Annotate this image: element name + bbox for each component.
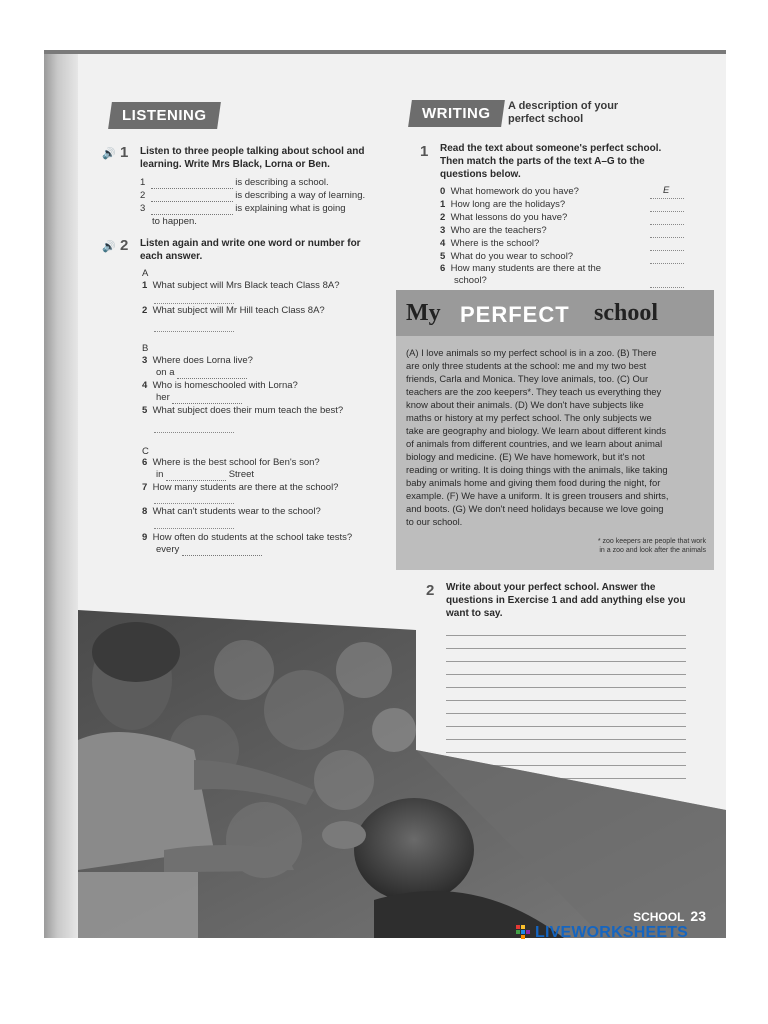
answer-blank[interactable] [166,471,226,481]
text-box-title [396,290,714,336]
listening-q4: 4 Who is homeschooled with Lorna? [142,380,298,391]
listening-ex1-number: 1 [120,144,129,161]
listening-ex1-item-1: 1 is describing a school. [140,177,329,188]
answer-line[interactable] [154,302,234,304]
answer-line[interactable] [650,210,684,212]
answer-blank[interactable] [182,546,262,556]
listening-header: LISTENING [108,102,220,129]
footer-section: SCHOOL [633,910,685,924]
listening-ex1-item-3-cont: to happen. [152,216,197,227]
writing-q3: 3 Who are the teachers? [440,225,547,236]
title-perfect: PERFECT [460,302,570,327]
listening-ex2-instruction: Listen again and write one word or number for each answer. [140,238,361,262]
writing-q1: 1 How long are the holidays? [440,199,566,210]
answer-line[interactable] [650,262,684,264]
listening-q6-answer: in Street [156,469,255,480]
listening-q3-answer: on a [156,367,247,379]
listening-ex1-item-2: 2 is describing a way of learning. [140,190,366,201]
listening-q5: 5 What subject does their mum teach the best? [142,405,344,416]
writing-q5: 5 What do you wear to school? [440,251,574,262]
answer-blank[interactable] [151,205,233,215]
writing-ex1-number: 1 [420,143,429,160]
listening-q7: 7 How many students are there at the school? [142,482,339,493]
listening-q1: 1 What subject will Mrs Black teach Class 8A? [142,280,340,291]
photo-woman-feeding-bonobo [44,610,726,938]
answer-line[interactable] [154,502,234,504]
listening-q6: 6 Where is the best school for Ben's son? [142,457,320,468]
text-box-footnote: * zoo keepers are people that work in a zoo and look after the animals [597,538,706,554]
audio-icon: 🔊 [102,241,116,253]
answer-blank[interactable] [151,179,233,189]
writing-q6-cont: school? [454,275,487,286]
liveworksheets-logo-icon [516,925,532,939]
perfect-school-text-box [396,290,714,570]
page-number: 23 [690,908,706,924]
section-label-c: C [142,446,149,457]
writing-header: WRITING [408,100,504,127]
listening-q8: 8 What can't students wear to the school? [142,506,321,517]
audio-icon: 🔊 [102,148,116,160]
top-edge [44,50,726,54]
answer-line[interactable] [650,223,684,225]
watermark-text: LIVEWORKSHEETS [535,924,689,941]
text-box-paragraph: (A) I love animals so my perfect school is in a zoo. (B) There are only three students at the school: me and my two best friends, Carla and Monica. They love animals, too. (C) Our teachers are the zoo keepers*. They teach us everything they know about their animals. (D) We don't have subjects like maths or history at my perfect school. The only subjects we take are geography and biology. We learn about different kinds of animals from different countries, and we learn about animal biology and medicine. (E) We have homework, but it's not reading or writing. It is doing things with the animals, like taking baby animals home and giving them food during the night, for example. (F) We have a uniform. It is green trousers and shirts, and boots. (G) We don't need holidays because we love going to our school. [406,347,669,527]
listening-q9-answer: every [156,544,262,556]
writing-ex2-instruction: Write about your perfect school. Answer the questions in Exercise 1 and add anything else you want to say. [446,582,686,619]
writing-q2: 2 What lessons do you have? [440,212,568,223]
answer-line[interactable] [154,527,234,529]
writing-q4: 4 Where is the school? [440,238,540,249]
writing-q0: 0 What homework do you have? [440,186,579,197]
writing-q6: 6 How many students are there at the [440,263,602,274]
answer-line[interactable] [154,431,234,433]
answer-line[interactable] [154,330,234,332]
answer-line[interactable] [650,197,684,199]
writing-ex2-number: 2 [426,582,435,599]
listening-ex1-instruction: Listen to three people talking about school and learning. Write Mrs Black, Lorna or Ben. [140,146,365,170]
answer-line[interactable] [650,249,684,251]
workbook-page [44,50,726,938]
listening-q2: 2 What subject will Mr Hill teach Class 8A? [142,305,325,316]
title-school: school [594,300,659,326]
listening-ex1-item-3: 3 is explaining what is going [140,203,346,214]
answer-line[interactable] [650,286,684,288]
section-label-b: B [142,343,149,354]
answer-blank[interactable] [172,394,242,404]
answer-blank[interactable] [151,192,233,202]
title-my: My [406,300,441,326]
listening-ex2-number: 2 [120,237,129,254]
writing-q0-answer: E [663,185,670,196]
answer-line[interactable] [650,236,684,238]
listening-q3: 3 Where does Lorna live? [142,355,253,366]
writing-ex1-instruction: Read the text about someone's perfect school. Then match the parts of the text A–G to the questions below. [440,143,662,180]
page-footer [633,908,706,924]
listening-q4-answer: her [156,392,242,404]
liveworksheets-watermark [516,924,688,942]
listening-q9: 9 How often do students at the school take tests? [142,532,353,543]
answer-blank[interactable] [177,369,247,379]
writing-subtitle: A description of your perfect school [508,100,619,125]
section-label-a: A [142,268,149,279]
